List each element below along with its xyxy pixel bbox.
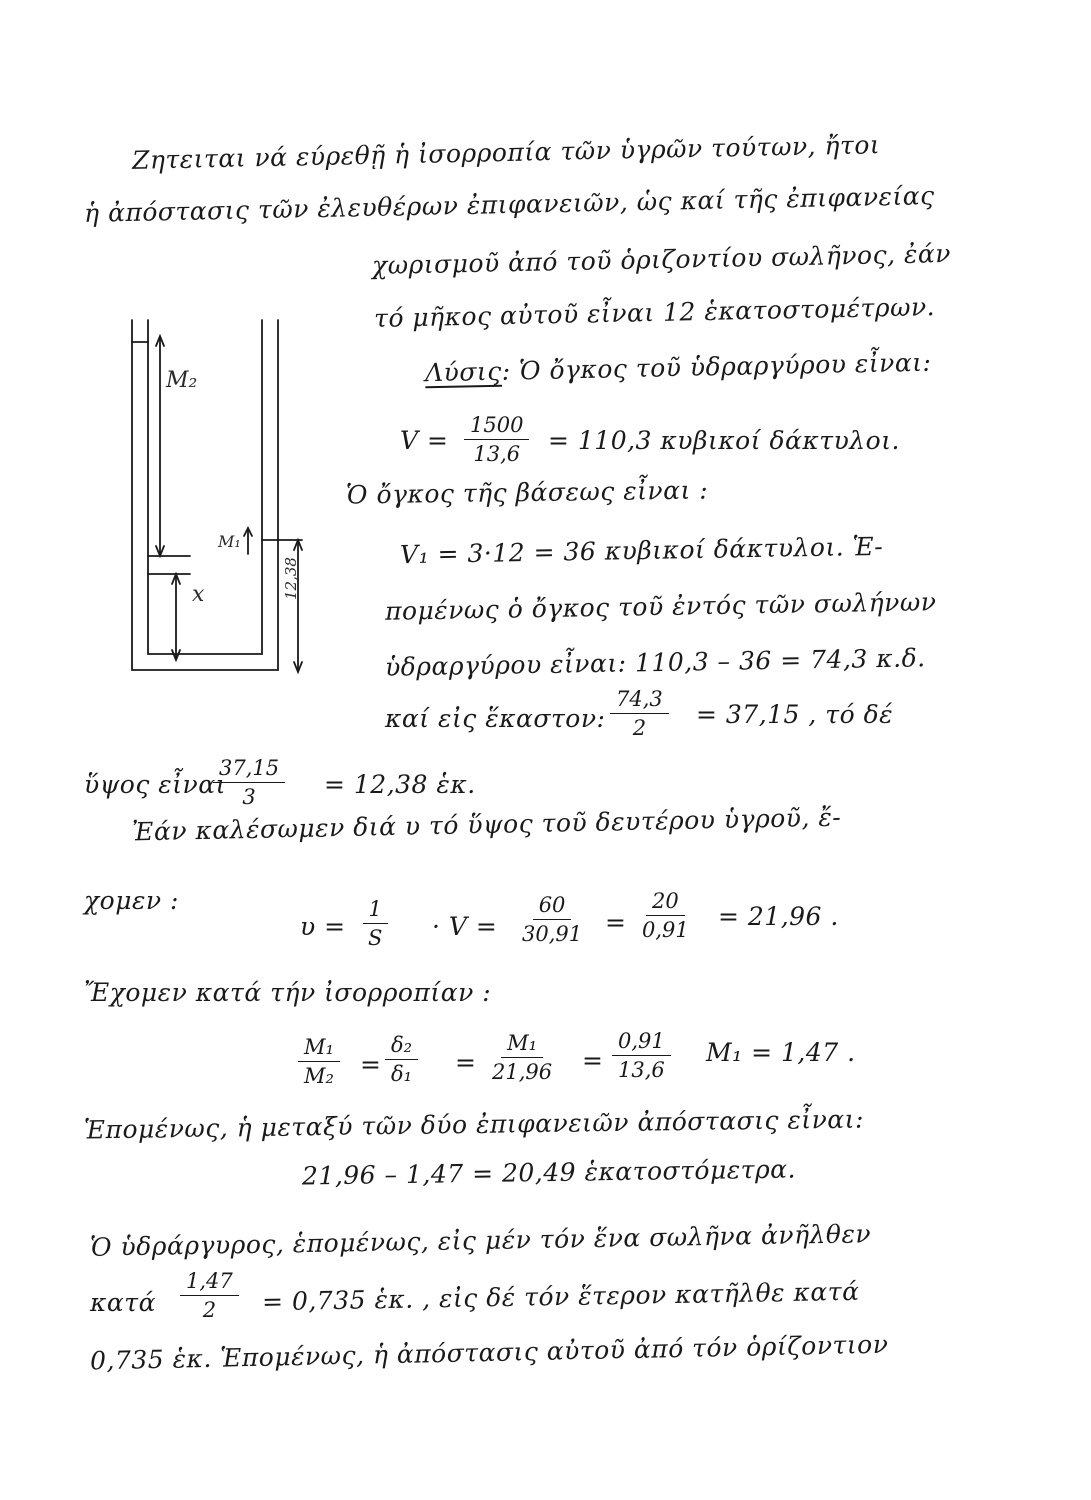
fraction-each [610,688,669,739]
fraction-numerator: 20 [646,890,685,916]
fraction-numerator: 0,91 [612,1030,671,1056]
text-line-4: τό μῆκος αὐτοῦ εἶναι 12 ἑκατοστομέτρων. [373,292,936,333]
text-line-9: πομένως ὁ ὄγκος τοῦ ἐντός τῶν σωλήνων [384,587,937,626]
text-line-8: V₁ = 3·12 = 36 κυβικοί δάκτυλοι. Ἑ- [399,531,884,570]
equation-u-eq: = [605,908,627,937]
fraction-denominator: 13,6 [618,1058,665,1083]
equation-each-lhs: καί εἰς ἕκαστον: [385,704,606,733]
text-line-22: 0,735 ἑκ. Ἑπομένως, ἡ ἀπόστασις αὐτοῦ ἀπό τόν ὁρίζοντιον [89,1329,889,1376]
fraction-denominator: 13,6 [473,442,521,467]
text-line-16: Ἔχομεν κατά τήν ἰσορροπίαν : [84,978,492,1007]
fraction-numerator: 1 [363,898,388,924]
equation-u-mid: · V = [432,912,498,941]
fraction-numerator: M₁ [298,1036,340,1062]
equation-eq-2: = [455,1048,477,1077]
fraction-denominator: 0,91 [642,918,689,943]
fraction-denominator: 3 [242,785,256,810]
label-x: x [192,582,205,607]
equation-descent-lhs: κατά [90,1288,156,1317]
u-tube-drawing [110,318,340,690]
fraction-numerator: 37,15 [213,757,285,783]
label-m1: M₁ [218,532,241,551]
fraction-u-1 [362,898,388,949]
text-line-1: Ζητειται νά εύρεθῇ ἡ ἰσορροπία τῶν ὑγρῶν τούτων, ἤτοι [131,130,881,175]
equation-u-rhs: = 21,96 . [718,902,839,931]
fraction-equilibrium-2 [385,1034,418,1085]
fraction-height [213,757,285,808]
fraction-numerator: 60 [533,894,572,920]
text-line-2: ἡ ἀπόστασις τῶν ἐλευθέρων ἐπιφανειῶν, ὡς καί τῆς ἐπιφανείας [83,181,935,228]
fraction-denominator: 21,96 [492,1060,553,1085]
equation-volume-lhs: V = [400,426,449,455]
fraction-numerator: 1,47 [180,1270,239,1296]
text-line-20: Ὁ ὑδράργυρος, ἑπομένως, εἰς μέν τόν ἕνα σωλῆνα ἀνῆλθεν [89,1219,872,1262]
fraction-u-3 [636,890,695,941]
fraction-denominator: 2 [632,716,647,741]
u-tube-diagram [110,318,340,690]
fraction-equilibrium-4 [612,1030,671,1081]
equation-u-lhs: υ = [300,912,346,941]
fraction-equilibrium-1 [298,1036,340,1087]
fraction-denominator: 30,91 [522,922,583,947]
fraction-numerator: 1500 [464,414,529,440]
tube-outer [132,320,278,670]
fraction-denominator: 2 [202,1298,217,1323]
text-line-3: χωρισμοῦ ἀπό τοῦ ὁριζοντίου σωλῆνος, ἐάν [371,238,952,281]
solution-label: Λύσις [424,356,502,388]
text-line-18: Ἑπομένως, ἡ μεταξύ τῶν δύο ἐπιφανειῶν ἀπόστασις εἶναι: [83,1104,865,1145]
equation-descent-rhs: = 0,735 ἑκ. , εἰς δέ τόν ἕτερον κατῆλθε κατά [261,1276,860,1317]
fraction-numerator: 74,3 [610,688,669,714]
fraction-denominator: δ₁ [391,1062,413,1087]
text-line-13: Ἐάν καλέσωμεν διά υ τό ὕψος τοῦ δευτέρου ὑγροῦ, ἔ- [131,802,842,847]
equation-equilibrium-rhs: M₁ = 1,47 . [706,1038,856,1067]
equation-eq-3: = [582,1046,604,1075]
fraction-denominator: M₂ [304,1064,334,1089]
equation-height-lhs: ὕψος εἶναι [84,770,226,799]
fraction-descent [180,1270,239,1321]
fraction-numerator: M₁ [501,1032,543,1058]
equation-height-rhs: = 12,38 ἑκ. [324,770,476,799]
fraction-volume [464,414,529,465]
text-line-7: Ὁ ὄγκος τῆς βάσεως εἶναι : [345,475,709,510]
solution-text: : Ὁ ὄγκος τοῦ ὑδραργύρου εἶναι: [501,347,932,386]
fraction-denominator: S [368,926,383,951]
fraction-numerator: δ₂ [385,1034,418,1060]
label-height: 12,38 [282,557,300,600]
text-line-14: χομεν : [84,886,179,915]
solution-line [424,347,932,388]
fraction-equilibrium-3 [486,1032,558,1083]
text-line-19: 21,96 – 1,47 = 20,49 ἑκατοστόμετρα. [301,1154,797,1191]
text-line-10: ὑδραργύρου εἶναι: 110,3 – 36 = 74,3 κ.δ. [384,643,926,682]
equation-volume-rhs: = 110,3 κυβικοί δάκτυλοι. [548,426,900,455]
label-m2: M₂ [166,368,198,393]
equation-eq-1: = [360,1050,382,1079]
equation-each-rhs: = 37,15 , τό δέ [696,700,894,729]
fraction-u-2 [516,894,588,945]
